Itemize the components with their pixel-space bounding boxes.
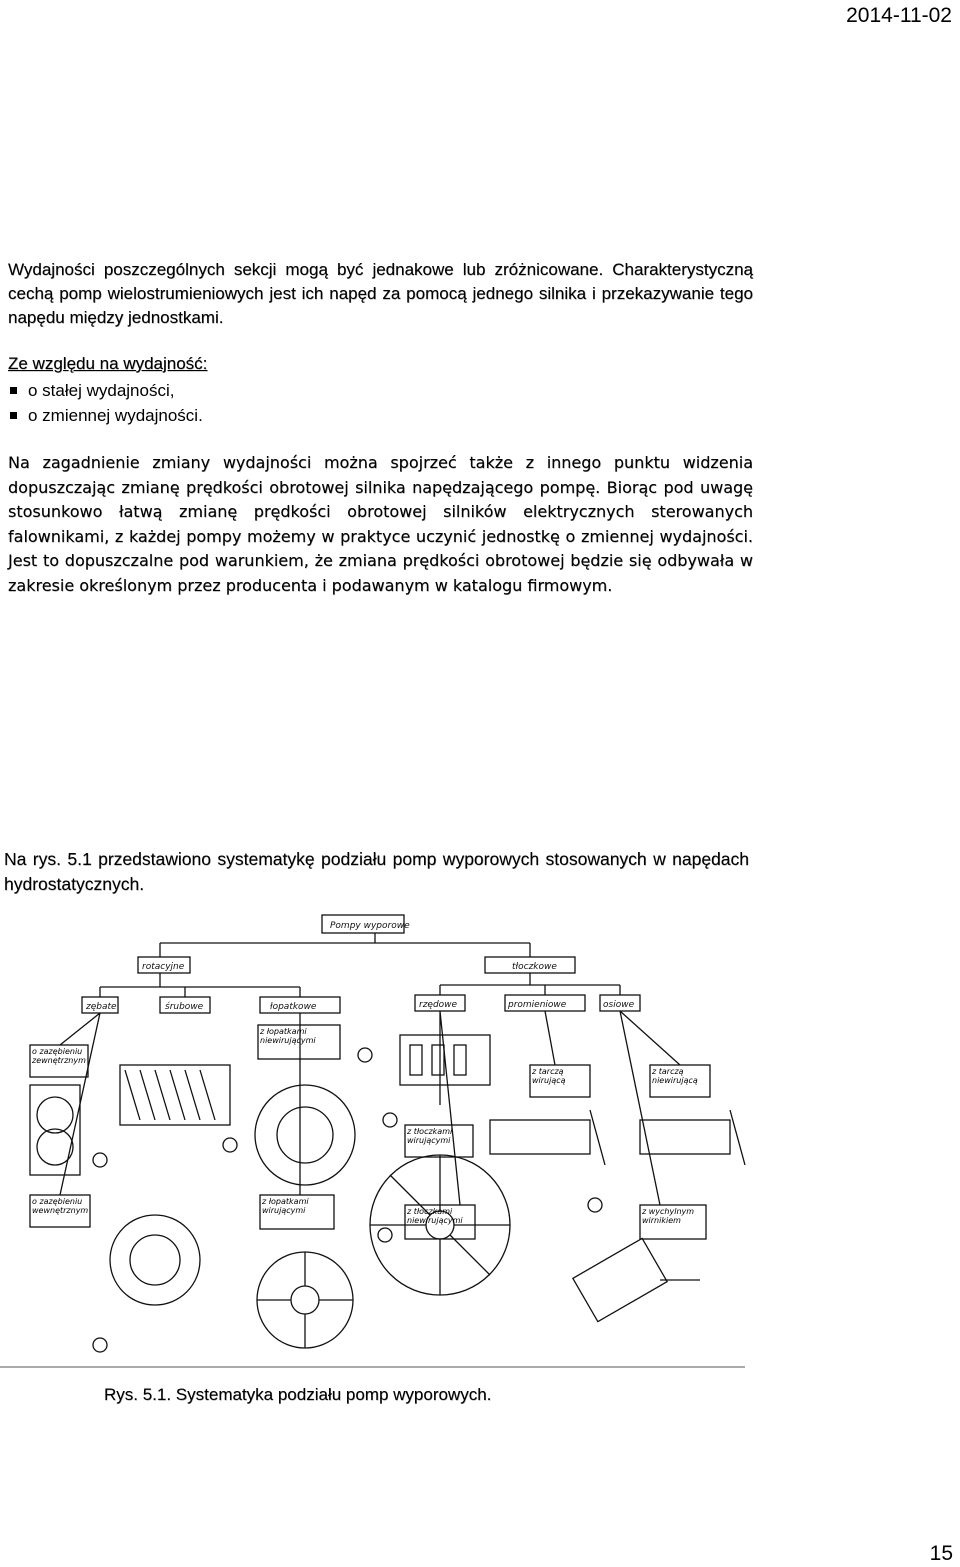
figure-caption: Rys. 5.1. Systematyka podziału pomp wyporowych. bbox=[104, 1385, 492, 1404]
node-screw: śrubowe bbox=[165, 1002, 204, 1012]
node-rotating-swashplate: z tarczą wirującą bbox=[532, 1067, 566, 1085]
node-nonrotating-vanes: z łopatkami niewirującymi bbox=[260, 1027, 316, 1045]
paragraph-speed-change: Na zagadnienie zmiany wydajności można spojrzeć także z innego punktu widzenia dopuszczając zmianę prędkości obrotowej silnika napędzającego pompę. Biorąc pod uwagę stosunkowo łatwą zmianę prędkości obrotowej silników elektrycznych sterowanych falownikami, z każdej pompy możemy w praktyce uczynić jednostkę o zmiennej wydajności. Jest to dopuszczalne pod warunkiem, że zmiana prędkości obrotowej będzie się odbywała w zakresie określonym przez producenta i podawanym w katalogu firmowym. bbox=[8, 453, 753, 595]
node-rotary: rotacyjne bbox=[142, 962, 185, 972]
efficiency-list bbox=[8, 378, 203, 428]
node-vane: łopatkowe bbox=[270, 1002, 317, 1012]
node-radial: promieniowe bbox=[508, 1000, 567, 1010]
node-axial: osiowe bbox=[603, 1000, 635, 1010]
header-date: 2014-11-02 bbox=[846, 4, 952, 27]
page-number: 15 bbox=[929, 1542, 953, 1565]
node-rotating-vanes: z łopatkami wirującymi bbox=[262, 1197, 309, 1215]
node-external-gear: o zazębieniu zewnętrznym bbox=[32, 1047, 86, 1065]
node-gear: zębate bbox=[86, 1002, 117, 1012]
node-fixed-swashplate: z tarczą niewirującą bbox=[652, 1067, 698, 1085]
node-nonrotating-pistons: z tłoczkami niewirującymi bbox=[407, 1207, 463, 1225]
node-piston: tłoczkowe bbox=[512, 962, 557, 972]
list-item: o zmiennej wydajności. bbox=[8, 403, 203, 428]
paragraph-pump-sections: Wydajności poszczególnych sekcji mogą być jednakowe lub zróżnicowane. Charakterystyczną cechą pomp wielostrumieniowych jest ich napęd za pomocą jednego silnika i przekazywanie tego napędu między jednostkami. bbox=[8, 260, 753, 327]
efficiency-heading: Ze względu na wydajność: bbox=[8, 354, 208, 373]
node-inline: rzędowe bbox=[419, 1000, 458, 1010]
list-item: o stałej wydajności, bbox=[8, 378, 203, 403]
pump-classification-figure bbox=[0, 905, 760, 1375]
root-node-label: Pompy wyporowe bbox=[330, 921, 410, 931]
figure-intro: Na rys. 5.1 przedstawiono systematykę podziału pomp wyporowych stosowanych w napędach hydrostatycznych. bbox=[4, 849, 749, 894]
node-rotating-pistons: z tłoczkami wirującymi bbox=[407, 1127, 453, 1145]
node-internal-gear: o zazębieniu wewnętrznym bbox=[32, 1197, 89, 1215]
node-bent-axis: z wychylnym wirnikiem bbox=[642, 1207, 695, 1225]
